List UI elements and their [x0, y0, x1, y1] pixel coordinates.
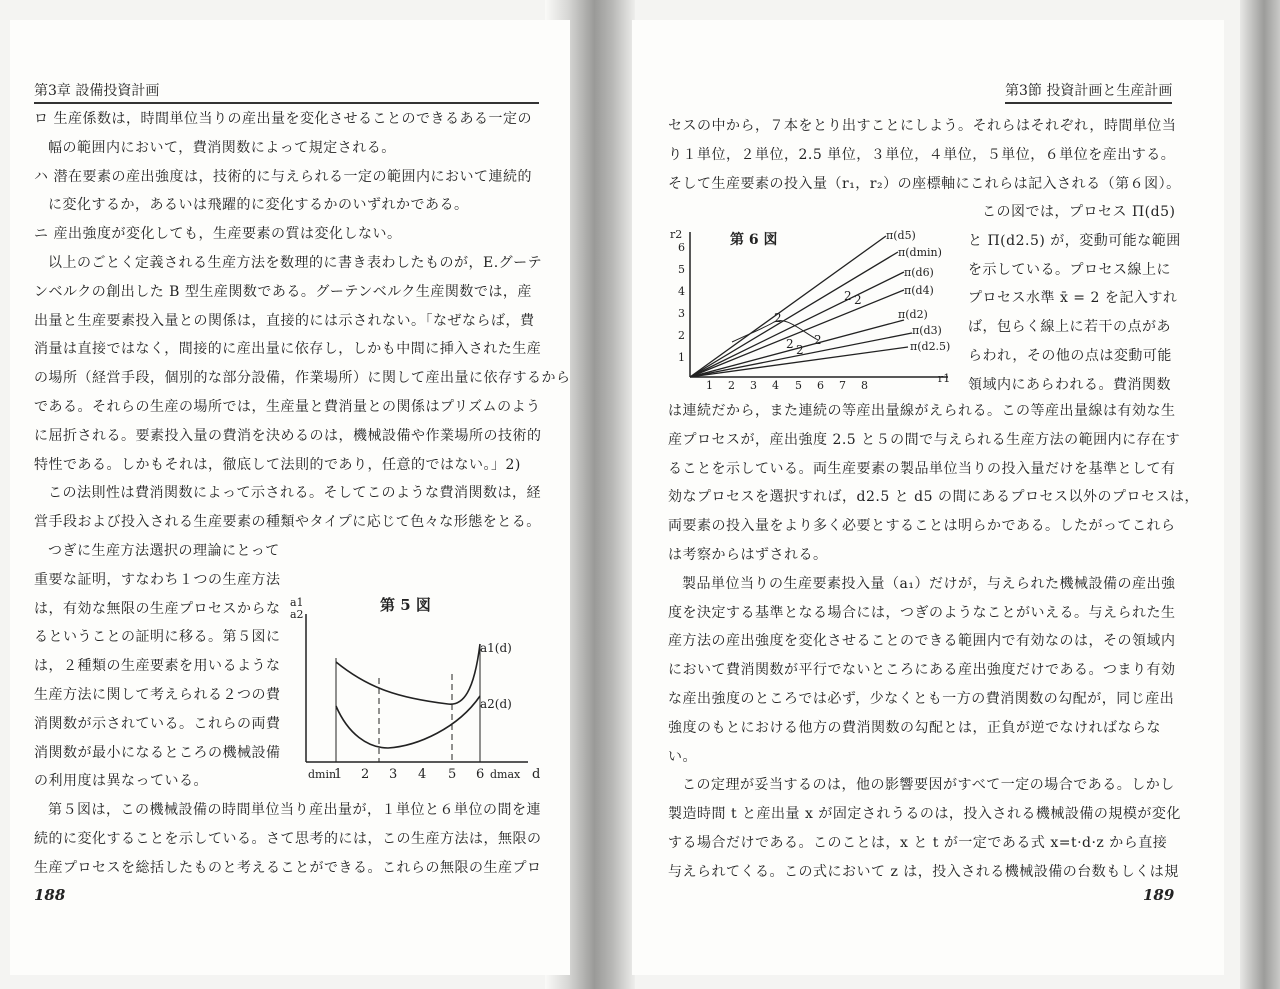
figure-6-y-tick: 1	[678, 351, 685, 364]
text-line: な産出強度のところでは必ず，少なくとも一方の費消関数の勾配が，同じ産出	[668, 690, 1175, 707]
figure-5-x-ticks	[308, 767, 540, 782]
text-line: い。	[668, 748, 697, 765]
left-body-top	[34, 105, 571, 537]
figure-6-y-axis-label: r2	[670, 228, 683, 241]
figure-6-y-tick: 3	[678, 307, 685, 320]
figure-6-x-tick: 6	[817, 379, 824, 392]
text-line: 第５図は，この機械設備の時間単位当り産出量が，１単位と６単位の間を連	[48, 802, 541, 818]
text-line: の利用度は異なっている。	[34, 773, 208, 790]
figure-6-ray-labels	[886, 229, 950, 353]
figure-5-tick-4: 4	[418, 767, 427, 782]
figure-6-label-dmin: π(dmin)	[898, 246, 942, 259]
figure-5-y-label-a2: a2	[290, 608, 304, 621]
text-line: 以上のごとく定義される生産方法を数理的に書き表わしたものが，E.グーテ	[48, 254, 543, 271]
text-line: する場合だけである。このことは，x と t が一定である式 x=t·d·z から直接	[668, 834, 1168, 851]
figure-6-x-tick: 3	[750, 379, 757, 392]
text-line: 製造時間 t と産出量 x が固定されうるのは，投入される機械設備の規模が変化	[668, 806, 1181, 823]
text-line: そして生産要素の投入量（r₁，r₂）の座標軸にこれらは記入される（第６図）。	[668, 175, 1181, 192]
text-line: ることを示している。両生産要素の製品単位当りの投入量だけを基準として有	[668, 460, 1176, 477]
left-body-bottom	[34, 796, 542, 882]
figure-6-x-tick: 7	[839, 379, 846, 392]
text-line: 製品単位当りの生産要素投入量（a₁）だけが，与えられた機械設備の産出強	[682, 575, 1176, 592]
right-running-head: 第3節 投資計画と生産計画	[1005, 80, 1172, 104]
figure-6-label-d25: π(d2.5)	[910, 340, 951, 353]
text-line: この定理が妥当するのは，他の影響要因がすべて一定の場合である。しかし	[682, 777, 1175, 794]
figure-6-label-d5: π(d5)	[886, 229, 916, 242]
figure-6-x-tick: 4	[772, 379, 779, 392]
text-line: を示している。プロセス線上に	[968, 261, 1171, 278]
figure-6-marker: 2	[786, 337, 794, 351]
figure-6-x-axis-label: r1	[938, 372, 951, 385]
text-line: に変化するか，あるいは飛躍的に変化するかのいずれかである。	[48, 197, 469, 214]
figure-6-x-tick: 8	[861, 379, 868, 392]
text-line: 消関数が最小になるところの機械設備	[34, 744, 281, 761]
figure-6	[668, 222, 958, 394]
figure-6-x-ticks	[706, 372, 950, 392]
right-page-number: 189	[1143, 886, 1175, 904]
text-line: は，有効な無限の生産プロセスからな	[34, 600, 281, 617]
text-line: つぎに生産方法選択の理論にとって	[48, 543, 280, 559]
figure-6-ray-d4	[690, 290, 904, 377]
text-line: 領域内にあらわれる。費消関数	[968, 376, 1171, 393]
figure-6-marker: 2	[844, 289, 852, 303]
figure-5-tick-5: 5	[448, 767, 457, 782]
text-line: 営手段および投入される生産要素の種類やタイプに応じて色々な形態をとる。	[34, 514, 541, 531]
figure-6-x-tick: 2	[728, 379, 735, 392]
text-line: ハ 潜在要素の産出強度は，技術的に与えられる一定の範囲内において連続的	[34, 168, 532, 185]
text-line: ば，包らく線上に若干の点があ	[968, 319, 1171, 336]
figure-6-y-tick: 2	[678, 329, 685, 342]
figure-6-x-tick: 5	[795, 379, 802, 392]
text-line: ニ 産出強度が変化しても，生産要素の質は変化しない。	[34, 226, 402, 243]
figure-6-ray-d6	[690, 272, 904, 377]
text-line: の場所（経営手段，個別的な部分設備，作業場所）に関して産出量に依存するから	[34, 370, 571, 387]
left-page-number: 188	[34, 886, 66, 904]
text-line: この法則性は費消関数によって示される。そしてこのような費消関数は，経	[48, 485, 541, 502]
text-line: 出量と生産要素投入量との関係は，直接的には示されない。「なぜならば，費	[34, 312, 535, 329]
right-body-bottom	[668, 397, 1199, 887]
text-line: 消量は直接ではなく，間接的に産出量に依存し，しかも中間に挿入された生産	[34, 341, 542, 358]
text-line: 消関数が示されている。これらの両費	[34, 715, 281, 732]
figure-5-tick-dmin: dmin	[308, 768, 337, 781]
right-body-side	[968, 198, 1181, 400]
figure-5-curve-a2	[336, 696, 480, 748]
figure-6-x-tick: 1	[706, 379, 713, 392]
text-line: 続的に変化することを示している。さて思考的には，この生産方法は，無限の	[34, 830, 542, 847]
text-line: 度を決定する基準となる場合には，つぎのようなことがいえる。与えられた生	[668, 604, 1176, 621]
figure-6-ray-dmin	[690, 252, 898, 377]
figure-6-marker: 2	[796, 343, 804, 357]
text-line: るということの証明に移る。第５図に	[34, 629, 281, 646]
figure-5	[288, 588, 548, 788]
text-line: は考察からはずされる。	[668, 546, 828, 563]
text-line: 特性である。しかもそれは，徹底して法則的であり，任意的ではない。」2)	[34, 456, 521, 473]
figure-6-marker: 2	[814, 333, 822, 347]
text-line: において費消関数が平行でないところにある産出強度だけである。つまり有効	[668, 662, 1176, 679]
figure-5-title: 第 5 図	[380, 596, 431, 614]
figure-5-tick-dmax: dmax	[490, 768, 521, 781]
figure-5-tick-d: d	[532, 767, 541, 782]
text-line: り１単位，２単位，2.5 単位，３単位，４単位，５単位，６単位を産出する。	[668, 146, 1176, 163]
text-line: 産方法の産出強度を変化させることのできる範囲内で有効なのは，その領域内	[668, 633, 1176, 650]
text-line: ロ 生産係数は，時間単位当りの産出量を変化させることのできるある一定の	[34, 111, 532, 127]
text-line: プロセス水準 x̄ = 2 を記入すれ	[968, 290, 1178, 307]
figure-6-y-tick: 6	[678, 241, 685, 254]
text-line: 生産方法に関して考えられる２つの費	[34, 686, 281, 703]
figure-6-label-d2: π(d2)	[898, 308, 928, 321]
figure-6-label-d4: π(d4)	[904, 284, 934, 297]
text-line: 両要素の投入量をより多く必要とすることは明らかである。したがってこれら	[668, 518, 1176, 535]
text-line: らわれ，その他の点は変動可能	[968, 347, 1172, 364]
figure-6-y-ticks	[678, 241, 685, 364]
figure-6-y-tick: 4	[678, 285, 685, 298]
figure-5-y-label-a1: a1	[290, 596, 304, 609]
figure-5-tick-3: 3	[389, 767, 398, 782]
text-line: セスの中から，７本をとり出すことにしよう。それらはそれぞれ，時間単位当	[668, 118, 1177, 134]
text-line: と Π(d2.5) が，変動可能な範囲	[968, 232, 1181, 249]
left-running-head: 第3章 設備投資計画	[34, 80, 539, 104]
figure-6-label-d6: π(d6)	[904, 266, 934, 279]
figure-6-level-markers	[774, 289, 862, 357]
figure-6-y-tick: 5	[678, 263, 685, 276]
text-line: 重要な証明，すなわち１つの生産方法	[34, 571, 281, 588]
text-line: 強度のもとにおける他方の費消関数の勾配とは，正負が逆でなければならな	[668, 719, 1161, 736]
figure-6-marker: 2	[774, 311, 782, 325]
right-body-top	[668, 112, 1181, 198]
text-line: 与えられてくる。この式において z は，投入される機械設備の台数もしくは規	[668, 863, 1179, 880]
figure-5-tick-6: 6	[476, 767, 485, 782]
figure-6-label-d3: π(d3)	[912, 324, 942, 337]
text-line: 産プロセスが，産出強度 2.5 と５の間で与えられる生産方法の範囲内に存在す	[668, 431, 1181, 448]
text-line: ンベルクの創出した B 型生産関数である。グーテンベルク生産関数では，産	[34, 283, 532, 300]
text-line: は，２種類の生産要素を用いるような	[34, 658, 281, 675]
left-body-side	[34, 537, 281, 796]
text-line: 幅の範囲内において，費消関数によって規定される。	[48, 139, 396, 156]
text-line: 生産プロセスを総括したものと考えることができる。これらの無限の生産プロ	[34, 859, 542, 876]
figure-5-label-a2: a2(d)	[480, 697, 512, 711]
figure-6-marker: 2	[854, 293, 862, 307]
figure-6-title: 第 6 図	[730, 232, 778, 248]
figure-5-tick-2: 2	[361, 767, 370, 782]
figure-5-label-a1: a1(d)	[480, 641, 512, 655]
figure-5-tick-1: 1	[334, 767, 343, 782]
text-line: に屈折される。要素投入量の費消を決めるのは，機械設備や作業場所の技術的	[34, 427, 542, 444]
text-line: である。それらの生産の場所では，生産量と費消量との関係はプリズムのよう	[34, 398, 541, 415]
text-line: この図では，プロセス Π(d5)	[982, 204, 1176, 220]
figure-5-curve-a1	[336, 644, 480, 704]
scan-edge-shadow	[1240, 0, 1280, 989]
text-line: は連続だから，また連続の等産出量線がえられる。この等産出量線は有効な生	[668, 403, 1176, 419]
text-line: 効なプロセスを選択すれば，d2.5 と d5 の間にあるプロセス以外のプロセスは，	[668, 489, 1199, 506]
